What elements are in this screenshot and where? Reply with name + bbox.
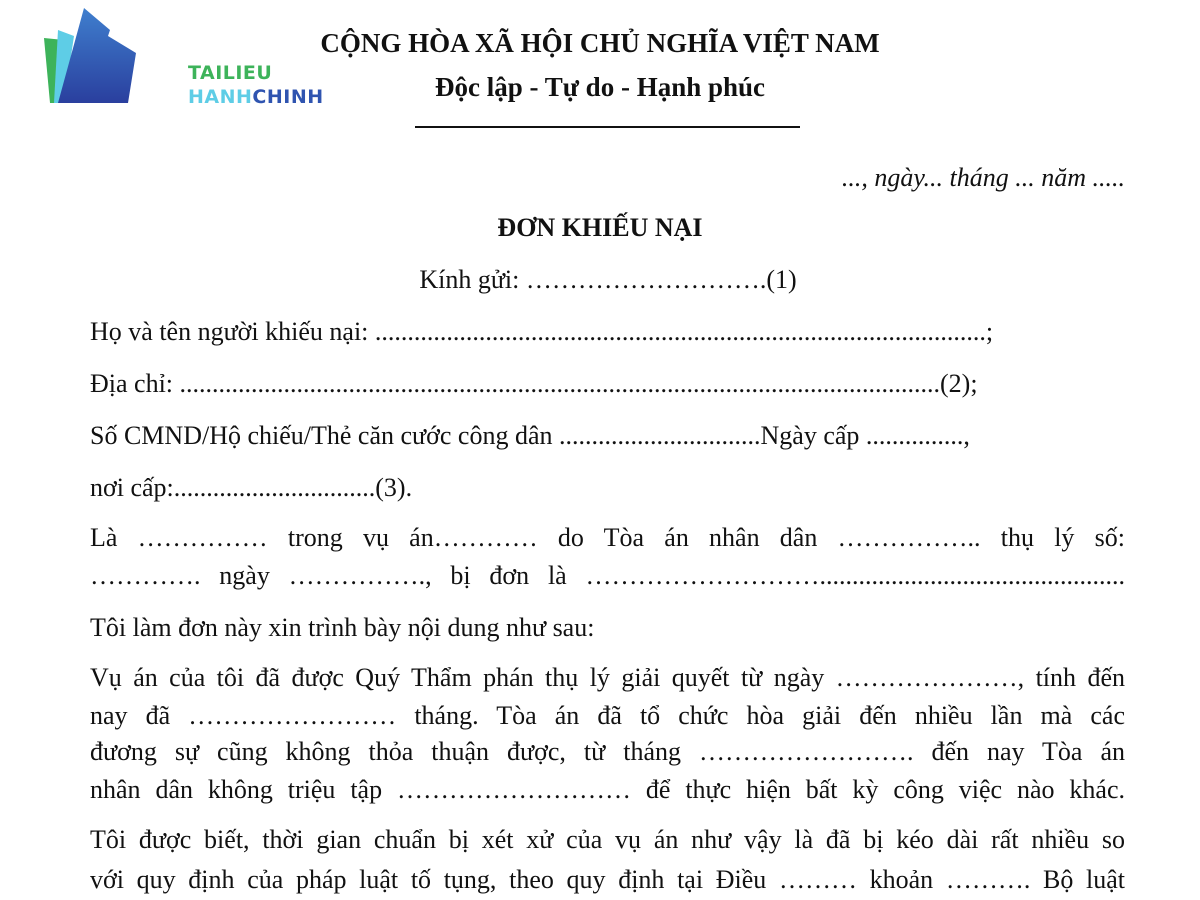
document-title: ĐƠN KHIẾU NẠI: [497, 213, 703, 242]
para1-line: Vụ án của tôi đã được Quý Thẩm phán thụ lý giải quyết từ ngày …………………, tính đến: [90, 663, 1125, 692]
para1-line: nhân dân không triệu tập ……………………… để thực hiện bất kỳ công việc nào khác.: [90, 775, 1125, 804]
logo-text-tailieu: TAILIEU: [188, 62, 273, 84]
nation-heading: CỘNG HÒA XÃ HỘI CHỦ NGHĨA VIỆT NAM: [320, 28, 880, 58]
para2-line: với quy định của pháp luật tố tụng, theo quy định tại Điều ……… khoản ………. Bộ luật: [90, 865, 1125, 894]
address-line: Địa chỉ: .....................................................................................................................(2);: [90, 369, 978, 398]
logo-text-hanh: HANH: [188, 86, 253, 108]
para2-line: Tôi được biết, thời gian chuẩn bị xét xử của vụ án như vậy là đã bị kéo dài rất nhiều so: [90, 825, 1125, 854]
intro-line: Tôi làm đơn này xin trình bày nội dung như sau:: [90, 613, 595, 642]
para1-line: nay đã …………………… tháng. Tòa án đã tổ chức hòa giải đến nhiều lần mà các: [90, 701, 1125, 730]
complainant-name-line: Họ và tên người khiếu nại: ..............................................................................................;: [90, 317, 994, 346]
header-divider: [415, 126, 800, 128]
issued-place-line: nơi cấp:...............................(3).: [90, 473, 413, 502]
para1-line: đương sự cũng không thỏa thuận được, từ tháng ……………………. đến nay Tòa án: [90, 737, 1125, 766]
motto-heading: Độc lập - Tự do - Hạnh phúc: [434, 72, 766, 102]
id-number-line: Số CMND/Hộ chiếu/Thẻ căn cước công dân ...............................Ngày cấp ...............,: [90, 421, 970, 450]
logo-text-chinh: CHINH: [252, 86, 324, 108]
role-line-2: …………. ngày ……………., bị đơn là ………………………...............................................: [90, 561, 1125, 590]
role-line-1: Là …………… trong vụ án………… do Tòa án nhân dân …………….. thụ lý số:: [90, 523, 1125, 552]
recipient-line: Kính gửi: ……………………….(1): [419, 265, 797, 294]
date-line: ..., ngày... tháng ... năm .....: [841, 163, 1125, 192]
